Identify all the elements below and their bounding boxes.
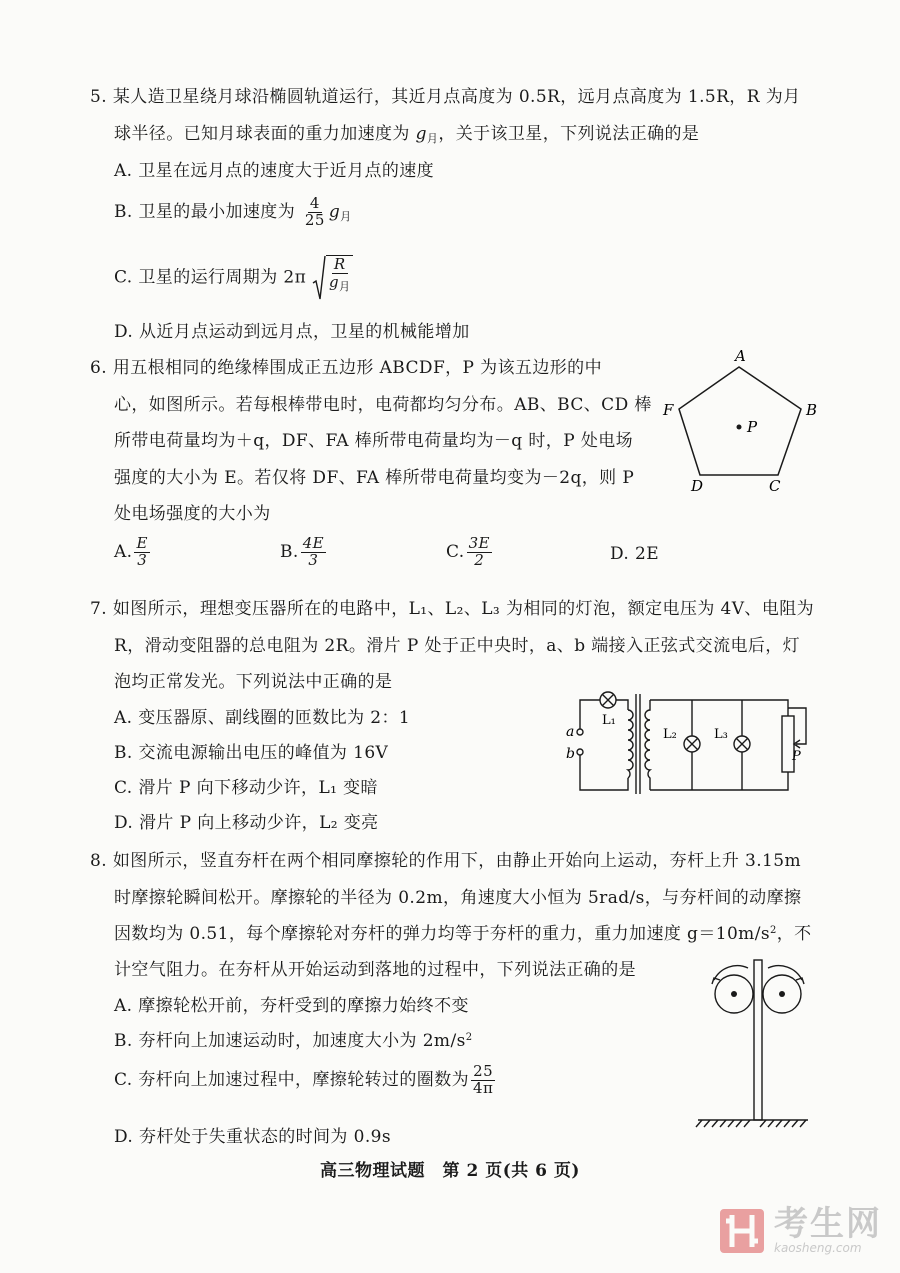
label-b: b (566, 746, 575, 762)
label-l2: L₂ (663, 727, 677, 742)
q8-option-c-num: 25 (473, 1062, 494, 1080)
q6-line4: 强度的大小为 E。若仅将 DF、FA 棒所带电荷量均变为－2q，则 P (114, 468, 635, 488)
label-a: a (566, 724, 575, 740)
kaosheng-logo-icon (716, 1205, 768, 1257)
label-c: C (769, 477, 781, 495)
q5-option-b-den: 25 (304, 210, 325, 229)
q8-line2: 时摩擦轮瞬间松开。摩擦轮的半径为 0.2m，角速度大小恒为 5rad/s，与夯杆间的动摩擦 (114, 888, 802, 908)
q8-option-c-den: 4π (473, 1078, 494, 1097)
q7-option-b: B. 交流电源输出电压的峰值为 16V (114, 743, 389, 763)
q5-option-c-sqrt (312, 255, 353, 301)
q5-option-c-g: g (329, 272, 340, 291)
q7-line1: 7. 如图所示，理想变压器所在的电路中，L₁、L₂、L₃ 为相同的灯泡，额定电压为 4V、电阻为 (90, 599, 815, 619)
q5-option-c-text: C. 卫星的运行周期为 2π (114, 267, 307, 288)
label-l1: L₁ (602, 713, 616, 728)
q6-option-c-den: 2 (474, 550, 485, 569)
q8-option-b-text: B. 夯杆向上加速运动时，加速度大小为 2m/s (114, 1031, 466, 1051)
q8-line3-pre: 因数均为 0.51，每个摩擦轮对夯杆的弹力均等于夯杆的重力，重力加速度 g＝10m/s (114, 924, 770, 944)
q5-line1: 5. 某人造卫星绕月球沿椭圆轨道运行，其近月点高度为 0.5R，远月点高度为 1.5R，R 为月 (90, 87, 801, 107)
primary-coil (628, 710, 633, 778)
q5-line2-post: ，关于该卫星，下列说法正确的是 (438, 124, 700, 144)
q8-line1: 8. 如图所示，竖直夯杆在两个相同摩擦轮的作用下，由静止开始向上运动，夯杆上升 3.15m (90, 851, 801, 871)
q8-line4: 计空气阻力。在夯杆从开始运动到落地的过程中，下列说法正确的是 (114, 960, 636, 980)
q8-line3-post: ，不 (776, 924, 812, 944)
q6-option-b-num: 4E (302, 534, 324, 552)
q7-line3: 泡均正常发光。下列说法中正确的是 (114, 672, 393, 692)
q6-option-b-label: B. (280, 541, 299, 562)
q6-option-b-fraction (301, 536, 326, 569)
q6-option-c-num: 3E (468, 534, 490, 552)
q6-option-c-fraction (467, 536, 492, 569)
q6-option-a-num: E (136, 534, 148, 552)
label-a: A (735, 347, 746, 365)
q6-option-a (114, 536, 152, 569)
secondary-coil (645, 700, 650, 790)
q5-moon-sub: 月 (426, 132, 439, 145)
label-p: P (792, 749, 801, 764)
q8-option-b-sup: 2 (465, 1032, 473, 1043)
q5-line2-pre: 球半径。已知月球表面的重力加速度为 (114, 124, 416, 144)
q5-option-b (114, 196, 352, 229)
q5-g-symbol: g (415, 124, 427, 144)
q6-option-b-den: 3 (308, 550, 319, 569)
q5-option-c-R: R (333, 255, 346, 273)
q8-option-c-fraction (471, 1064, 495, 1097)
label-f: F (663, 401, 674, 419)
page-footer: 高三物理试题 第 2 页(共 6 页) (320, 1161, 580, 1181)
q8-line3 (114, 919, 812, 944)
q8-option-a: A. 摩擦轮松开前，夯杆受到的摩擦力始终不变 (114, 996, 469, 1016)
center-point (737, 425, 742, 430)
q8-option-c (114, 1064, 497, 1097)
q5-option-b-fraction (303, 196, 327, 229)
watermark (716, 1205, 882, 1257)
q5-option-b-text: B. 卫星的最小加速度为 (114, 201, 296, 222)
q8-option-d: D. 夯杆处于失重状态的时间为 0.9s (114, 1127, 391, 1147)
tamping-rod-figure (690, 950, 810, 1130)
pentagon-shape (679, 367, 801, 475)
terminal-a (577, 729, 583, 735)
q7-line2: R，滑动变阻器的总电阻为 2R。滑片 P 处于正中央时，a、b 端接入正弦式交流电后，灯 (114, 636, 801, 656)
q5-line2 (114, 119, 699, 146)
label-l3: L₃ (714, 727, 728, 742)
q8-option-c-text: C. 夯杆向上加速过程中，摩擦轮转过的圈数为 (114, 1069, 470, 1090)
q6-line2: 心，如图所示。若每根棒带电时，电荷都均匀分布。AB、BC、CD 棒 (114, 395, 652, 415)
q6-option-c (446, 536, 494, 569)
q5-option-c-sub: 月 (339, 279, 351, 293)
transformer-circuit-figure (560, 680, 815, 800)
q8-option-b (114, 1026, 472, 1051)
q5-option-b-sub: 月 (340, 209, 352, 223)
q6-option-d: D. 2E (610, 544, 660, 564)
label-d: D (691, 477, 704, 495)
q6-line1: 6. 用五根相同的绝缘棒围成正五边形 ABCDF，P 为该五边形的中 (90, 358, 602, 378)
q5-option-d: D. 从近月点运动到远月点，卫星的机械能增加 (114, 322, 470, 342)
watermark-url: kaosheng.com (774, 1241, 862, 1255)
terminal-b (577, 749, 583, 755)
sqrt-sign-icon (312, 255, 326, 301)
q6-option-a-fraction (134, 536, 149, 569)
pentagon-figure (655, 345, 855, 495)
q7-option-d: D. 滑片 P 向上移动少许，L₂ 变亮 (114, 813, 379, 833)
q5-option-c-den (329, 274, 350, 293)
q6-option-b (280, 536, 328, 569)
q6-option-c-label: C. (446, 541, 465, 562)
label-p: P (747, 418, 758, 436)
q6-line5: 处电场强度的大小为 (114, 504, 271, 524)
watermark-name: 考生网 (774, 1204, 882, 1244)
q6-option-a-label: A. (114, 541, 133, 562)
tamping-rod (754, 960, 762, 1120)
q7-option-c: C. 滑片 P 向下移动少许，L₁ 变暗 (114, 778, 378, 798)
q5-option-a: A. 卫星在远月点的速度大于近月点的速度 (114, 161, 435, 181)
q5-option-b-g: g (328, 201, 341, 222)
q8-line3-sup: 2 (769, 925, 777, 936)
q5-option-c (114, 255, 353, 301)
q5-option-b-num: 4 (309, 194, 320, 212)
q6-line3: 所带电荷量均为＋q，DF、FA 棒所带电荷量均为－q 时，P 处电场 (114, 431, 634, 451)
q6-option-a-den: 3 (137, 550, 148, 569)
label-b: B (806, 401, 818, 419)
q7-option-a: A. 变压器原、副线圈的匝数比为 2：1 (114, 708, 411, 728)
